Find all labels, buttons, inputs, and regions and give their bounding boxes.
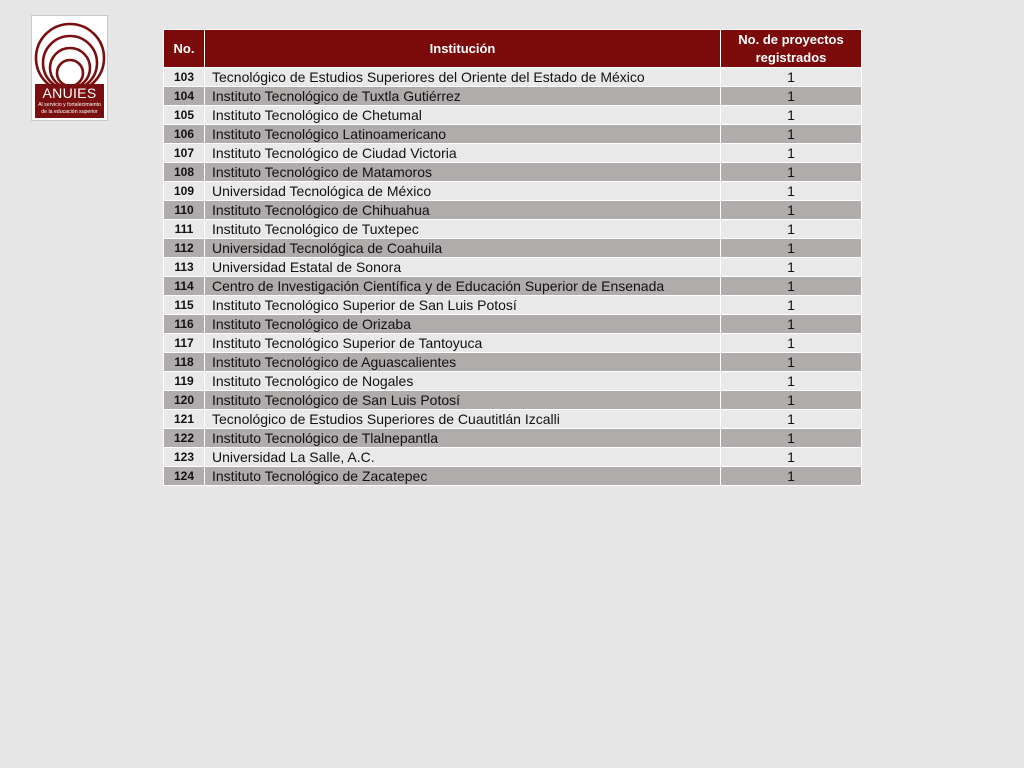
anuies-logo: [31, 15, 108, 121]
institution-cell: Instituto Tecnológico de Chihuahua: [205, 201, 721, 220]
institution-cell: Tecnológico de Estudios Superiores del Oriente del Estado de México: [205, 68, 721, 87]
institution-cell: Instituto Tecnológico de Ciudad Victoria: [205, 144, 721, 163]
institution-cell: Instituto Tecnológico Superior de San Luis Potosí: [205, 296, 721, 315]
row-number-cell: 121: [164, 410, 205, 429]
projects-count-cell: 1: [721, 106, 862, 125]
row-number-cell: 124: [164, 467, 205, 486]
table-row: [164, 448, 862, 467]
projects-count-cell: 1: [721, 353, 862, 372]
institution-cell: Instituto Tecnológico Superior de Tantoyuca: [205, 334, 721, 353]
row-number-cell: 107: [164, 144, 205, 163]
institution-cell: Instituto Tecnológico de Tuxtepec: [205, 220, 721, 239]
projects-count-cell: 1: [721, 182, 862, 201]
table-row: [164, 467, 862, 486]
table-row: [164, 429, 862, 448]
row-number-cell: 120: [164, 391, 205, 410]
row-number-cell: 118: [164, 353, 205, 372]
institution-cell: Tecnológico de Estudios Superiores de Cuautitlán Izcalli: [205, 410, 721, 429]
table-row: [164, 353, 862, 372]
row-number-cell: 109: [164, 182, 205, 201]
institution-cell: Instituto Tecnológico Latinoamericano: [205, 125, 721, 144]
projects-count-cell: 1: [721, 239, 862, 258]
row-number-cell: 116: [164, 315, 205, 334]
row-number-cell: 114: [164, 277, 205, 296]
projects-count-cell: 1: [721, 144, 862, 163]
row-number-cell: 108: [164, 163, 205, 182]
row-number-cell: 119: [164, 372, 205, 391]
projects-count-cell: 1: [721, 429, 862, 448]
projects-count-cell: 1: [721, 296, 862, 315]
table-header-row: [164, 30, 862, 68]
header-no: No.: [164, 30, 205, 68]
logo-name: ANUIES: [42, 85, 97, 101]
table-row: [164, 372, 862, 391]
table-row: [164, 410, 862, 429]
projects-count-cell: 1: [721, 163, 862, 182]
logo-bar: [35, 84, 104, 118]
projects-count-cell: 1: [721, 125, 862, 144]
row-number-cell: 122: [164, 429, 205, 448]
row-number-cell: 105: [164, 106, 205, 125]
institution-cell: Instituto Tecnológico de San Luis Potosí: [205, 391, 721, 410]
table-row: [164, 334, 862, 353]
institution-cell: Instituto Tecnológico de Tuxtla Gutiérrez: [205, 87, 721, 106]
projects-count-cell: 1: [721, 372, 862, 391]
projects-count-cell: 1: [721, 220, 862, 239]
table-row: [164, 391, 862, 410]
logo-tagline-1: Al servicio y fortalecimiento: [38, 102, 101, 108]
institution-cell: Instituto Tecnológico de Nogales: [205, 372, 721, 391]
institution-cell: Instituto Tecnológico de Aguascalientes: [205, 353, 721, 372]
row-number-cell: 115: [164, 296, 205, 315]
projects-count-cell: 1: [721, 391, 862, 410]
row-number-cell: 110: [164, 201, 205, 220]
institution-cell: Universidad La Salle, A.C.: [205, 448, 721, 467]
table-row: [164, 68, 862, 87]
table-row: [164, 201, 862, 220]
projects-count-cell: 1: [721, 334, 862, 353]
table-row: [164, 125, 862, 144]
row-number-cell: 111: [164, 220, 205, 239]
projects-count-cell: 1: [721, 448, 862, 467]
row-number-cell: 104: [164, 87, 205, 106]
projects-count-cell: 1: [721, 277, 862, 296]
institution-cell: Universidad Estatal de Sonora: [205, 258, 721, 277]
row-number-cell: 123: [164, 448, 205, 467]
table-row: [164, 277, 862, 296]
projects-count-cell: 1: [721, 258, 862, 277]
institution-cell: Instituto Tecnológico de Chetumal: [205, 106, 721, 125]
row-number-cell: 113: [164, 258, 205, 277]
institution-cell: Instituto Tecnológico de Orizaba: [205, 315, 721, 334]
table-row: [164, 258, 862, 277]
institution-cell: Universidad Tecnológica de México: [205, 182, 721, 201]
institution-cell: Instituto Tecnológico de Zacatepec: [205, 467, 721, 486]
logo-tagline-2: de la educación superior: [41, 109, 98, 115]
projects-count-cell: 1: [721, 315, 862, 334]
projects-count-cell: 1: [721, 410, 862, 429]
table-row: [164, 239, 862, 258]
projects-count-cell: 1: [721, 201, 862, 220]
institutions-table: [163, 29, 862, 486]
institution-cell: Instituto Tecnológico de Tlalnepantla: [205, 429, 721, 448]
table-row: [164, 296, 862, 315]
row-number-cell: 117: [164, 334, 205, 353]
institution-cell: Instituto Tecnológico de Matamoros: [205, 163, 721, 182]
projects-count-cell: 1: [721, 68, 862, 87]
projects-count-cell: 1: [721, 467, 862, 486]
header-proyectos: No. de proyectos registrados: [721, 30, 862, 68]
table-row: [164, 106, 862, 125]
institution-cell: Universidad Tecnológica de Coahuila: [205, 239, 721, 258]
table-row: [164, 87, 862, 106]
header-institucion: Institución: [205, 30, 721, 68]
row-number-cell: 106: [164, 125, 205, 144]
table-row: [164, 220, 862, 239]
row-number-cell: 103: [164, 68, 205, 87]
table-row: [164, 182, 862, 201]
row-number-cell: 112: [164, 239, 205, 258]
projects-count-cell: 1: [721, 87, 862, 106]
table-row: [164, 163, 862, 182]
table-body: [164, 68, 862, 486]
institution-cell: Centro de Investigación Científica y de Educación Superior de Ensenada: [205, 277, 721, 296]
logo-circles-icon: [32, 16, 109, 86]
table-row: [164, 315, 862, 334]
table-row: [164, 144, 862, 163]
